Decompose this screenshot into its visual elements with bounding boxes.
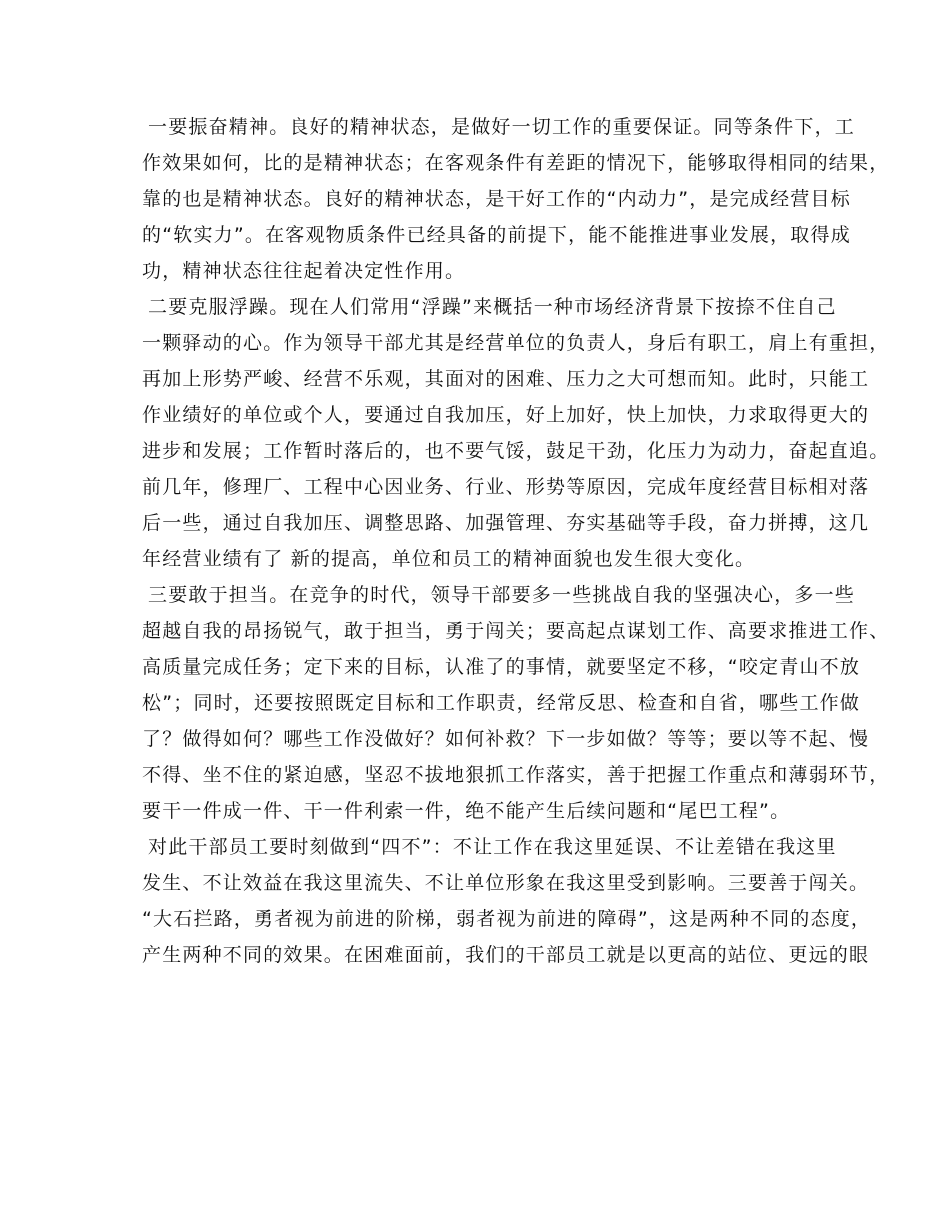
text-line: 再加上形势严峻、经营不乐观，其面对的困难、压力之大可想而知。此时，只能工 <box>142 368 870 390</box>
text-line: 对此干部员工要时刻做到“四不”：不让工作在我这里延误、不让差错在我这里 <box>148 836 837 858</box>
text-line: 二要克服浮躁。现在人们常用“浮躁”来概括一种市场经济背景下按捺不住自己 <box>148 296 837 318</box>
text-line: 高质量完成任务；定下来的目标，认准了的事情，就要坚定不移，“咬定青山不放 <box>142 656 861 678</box>
text-line: 进步和发展；工作暂时落后的，也不要气馁，鼓足干劲，化压力为动力，奋起直追。 <box>142 440 890 462</box>
text-line: 发生、不让效益在我这里流失、不让单位形象在我这里受到影响。三要善于闯关。 <box>142 872 870 894</box>
text-line: “大石拦路，勇者视为前进的阶梯，弱者视为前进的障碍”，这是两种不同的态度， <box>142 908 872 930</box>
text-line: 前几年，修理厂、工程中心因业务、行业、形势等原因，完成年度经营目标相对落 <box>142 476 870 498</box>
text-line: 靠的也是精神状态。良好的精神状态，是干好工作的“内动力”，是完成经营目标 <box>142 188 851 210</box>
text-line: 要干一件成一件、干一件利索一件，绝不能产生后续问题和“尾巴工程”。 <box>142 800 791 822</box>
text-line: 松”；同时，还要按照既定目标和工作职责，经常反思、检查和自省，哪些工作做 <box>142 692 861 714</box>
text-line: 年经营业绩有了 新的提高，单位和员工的精神面貌也发生很大变化。 <box>142 548 756 570</box>
text-line: 作业绩好的单位或个人，要通过自我加压，好上加好，快上加快，力求取得更大的 <box>142 404 870 426</box>
text-line: 作效果如何，比的是精神状态；在客观条件有差距的情况下，能够取得相同的结果， <box>142 152 890 174</box>
text-line: 超越自我的昂扬锐气，敢于担当，勇于闯关；要高起点谋划工作、高要求推进工作、 <box>142 620 890 642</box>
text-line: 后一些，通过自我加压、调整思路、加强管理、夯实基础等手段，奋力拼搏，这几 <box>142 512 870 534</box>
text-line: 三要敢于担当。在竞争的时代，领导干部要多一些挑战自我的坚强决心，多一些 <box>148 584 856 606</box>
text-line: 了？做得如何？哪些工作没做好？如何补救？下一步如做？等等；要以等不起、慢 <box>142 728 870 750</box>
text-line: 产生两种不同的效果。在困难面前，我们的干部员工就是以更高的站位、更远的眼 <box>142 944 870 966</box>
text-line: 功，精神状态往往起着决定性作用。 <box>142 260 466 282</box>
text-line: 一颗驿动的心。作为领导干部尤其是经营单位的负责人，身后有职工，肩上有重担， <box>142 332 890 354</box>
text-line: 一要振奋精神。良好的精神状态，是做好一切工作的重要保证。同等条件下，工 <box>148 116 856 138</box>
text-line: 不得、坐不住的紧迫感，坚忍不拔地狠抓工作落实，善于把握工作重点和薄弱环节， <box>142 764 890 786</box>
text-line: 的“软实力”。在客观物质条件已经具备的前提下，能不能推进事业发展，取得成 <box>142 224 851 246</box>
